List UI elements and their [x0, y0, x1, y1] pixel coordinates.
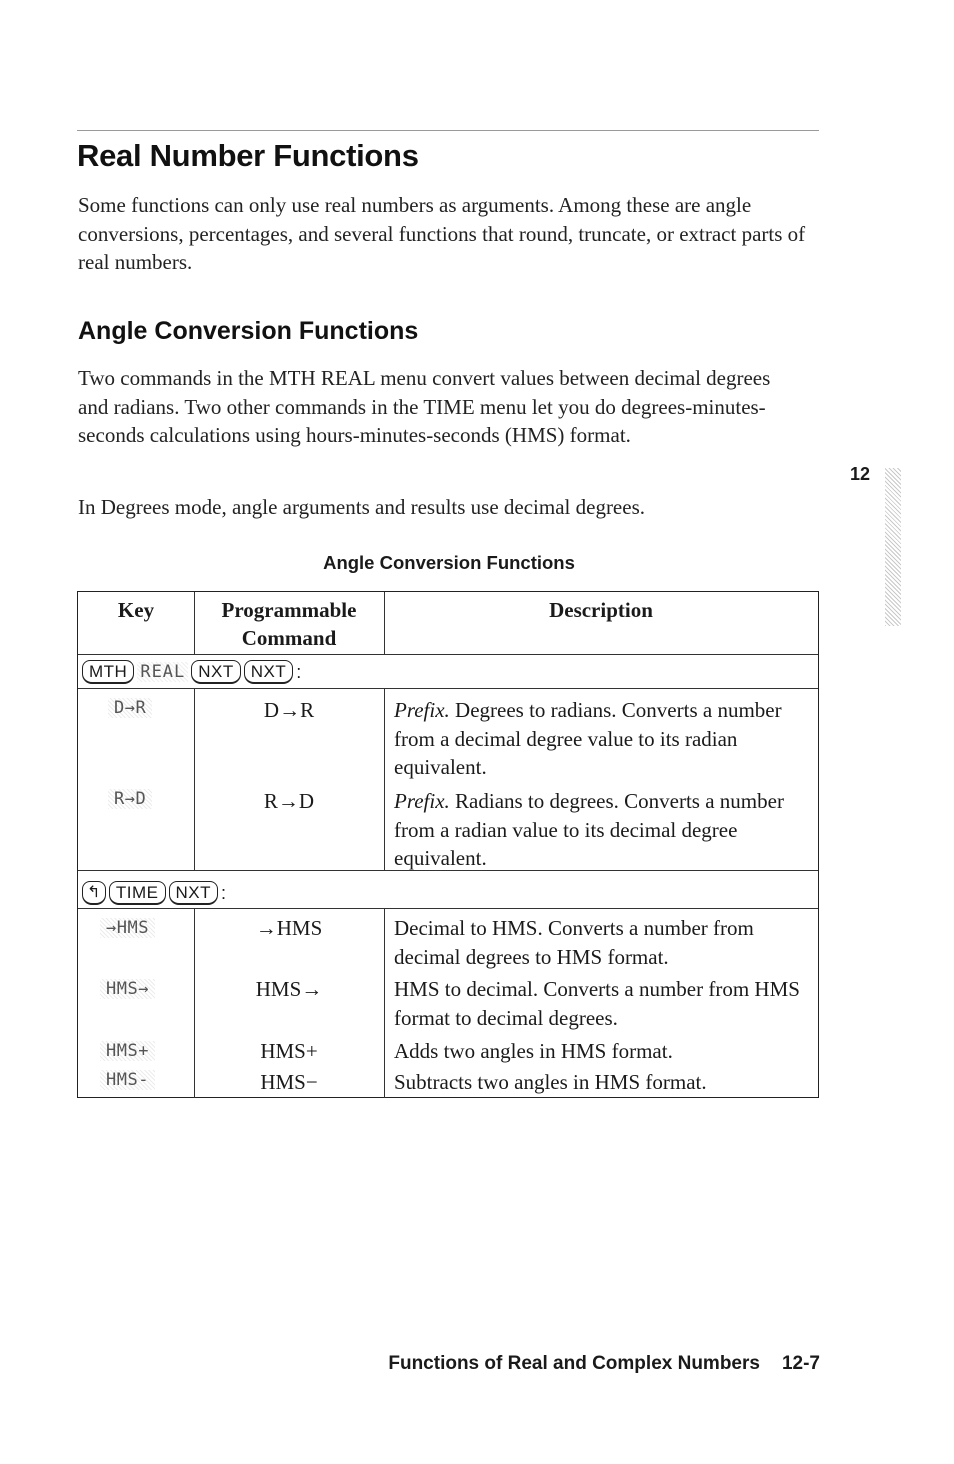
command-d-to-r: D→R	[263, 698, 315, 722]
header-description: Description	[549, 598, 653, 622]
mth-key: MTH	[82, 660, 134, 684]
real-menu-label: REAL	[137, 662, 188, 682]
prefix-label: Prefix.	[394, 789, 450, 813]
time-key: TIME	[109, 881, 166, 905]
command-hms-minus: HMS−	[260, 1070, 318, 1094]
command-hms-to: HMS→	[255, 977, 323, 1001]
description-d-to-r	[394, 696, 804, 782]
nxt-key: NXT	[191, 660, 241, 684]
page-title: Real Number Functions	[77, 138, 419, 173]
description-text: Radians to degrees. Converts a number from a radian value to its decimal degree equivalent.	[394, 789, 784, 870]
prefix-label: Prefix.	[394, 698, 450, 722]
description-hms-plus: Adds two angles in HMS format.	[394, 1039, 673, 1063]
softkey-hms-minus: HMS-	[100, 1070, 155, 1090]
softkey-d-to-r: D→R	[108, 698, 152, 718]
sequence-colon: :	[296, 661, 302, 682]
sequence-colon: :	[221, 882, 227, 903]
softkey-hms-plus: HMS+	[100, 1041, 155, 1061]
section-paragraph-2: In Degrees mode, angle arguments and results use decimal degrees.	[78, 495, 645, 519]
softkey-r-to-d: R→D	[108, 789, 152, 809]
chapter-tab-number: 12	[850, 464, 871, 484]
angle-conversion-table	[77, 591, 819, 1098]
description-to-hms: Decimal to HMS. Converts a number from decimal degrees to HMS format.	[394, 916, 754, 969]
footer-chapter-title: Functions of Real and Complex Numbers	[388, 1353, 760, 1374]
chapter-thumb-tab	[885, 468, 901, 626]
command-r-to-d: R→D	[263, 789, 315, 813]
nxt-key: NXT	[169, 881, 219, 905]
softkey-hms-to: HMS→	[100, 979, 155, 999]
header-command-line2: Command	[241, 626, 337, 650]
command-hms-plus: HMS+	[260, 1039, 318, 1063]
footer-page-number: 12-7	[781, 1353, 820, 1374]
page-footer	[388, 1353, 820, 1375]
command-to-hms: →HMS	[255, 916, 323, 940]
intro-paragraph: Some functions can only use real numbers as arguments. Among these are angle conversions, percentages, and several functions that round, truncate, or extract parts of real numbers.	[78, 193, 806, 274]
group2-key-sequence	[82, 881, 226, 905]
description-text: Degrees to radians. Converts a number from a decimal degree value to its radian equivalent.	[394, 698, 782, 779]
section-paragraph-1: Two commands in the MTH REAL menu convert values between decimal degrees and radians. Two other commands in the TIME menu let you do degrees-minutes-seconds calculations using hours-minutes-seconds (HMS) format.	[78, 366, 771, 447]
table-caption: Angle Conversion Functions	[323, 552, 575, 573]
section-heading: Angle Conversion Functions	[78, 317, 419, 345]
group2-divider	[78, 908, 818, 909]
softkey-to-hms: →HMS	[100, 918, 155, 938]
group1-key-sequence	[82, 660, 301, 684]
group1-divider	[78, 688, 818, 689]
left-shift-key: ↰	[82, 881, 106, 905]
top-rule	[77, 130, 819, 131]
header-command-line1: Programmable	[221, 598, 357, 622]
description-r-to-d	[394, 787, 804, 873]
description-hms-to: HMS to decimal. Converts a number from HMS format to decimal degrees.	[394, 977, 800, 1030]
nxt-key: NXT	[244, 660, 294, 684]
header-command	[194, 596, 384, 652]
col-divider-2	[384, 908, 385, 1098]
col-divider-2	[384, 688, 385, 870]
header-key: Key	[117, 598, 155, 622]
header-divider	[78, 654, 818, 655]
description-hms-minus: Subtracts two angles in HMS format.	[394, 1070, 707, 1094]
